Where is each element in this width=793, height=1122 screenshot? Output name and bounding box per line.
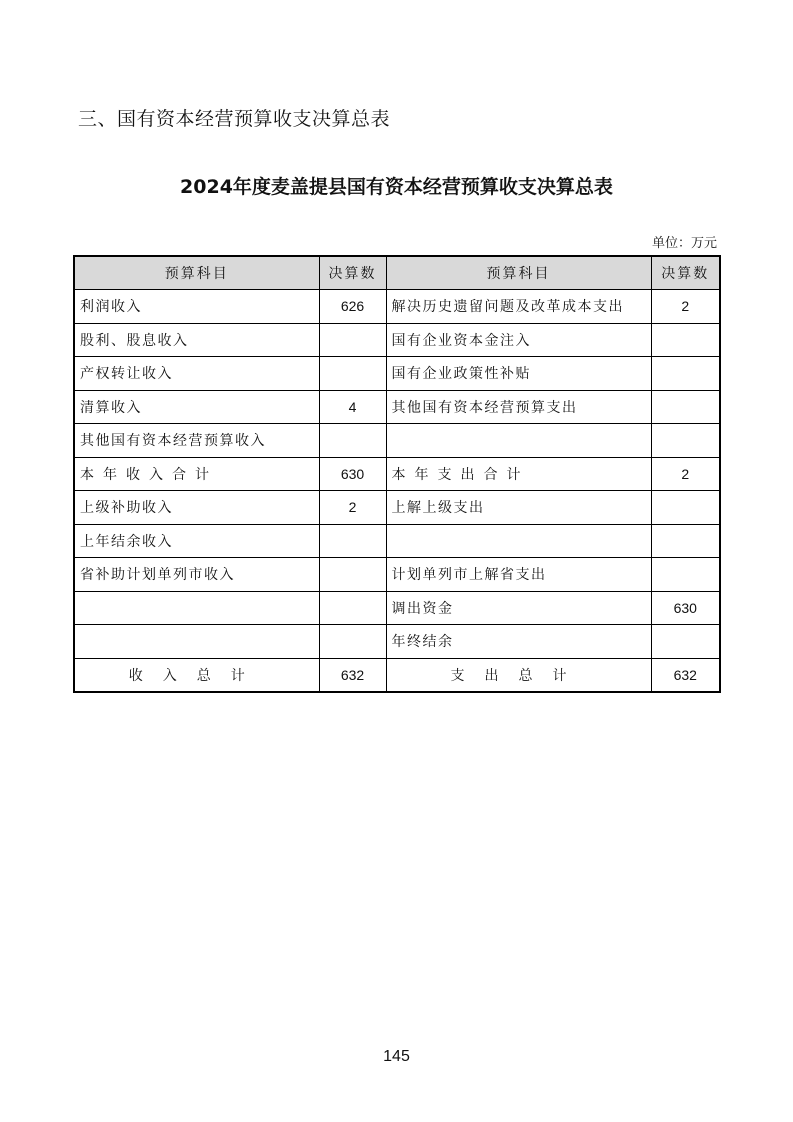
expense-item: 计划单列市上解省支出 xyxy=(386,558,651,592)
table-row-subtotal xyxy=(74,457,720,491)
income-amount xyxy=(319,591,386,625)
income-amount: 626 xyxy=(319,290,386,324)
expense-total-label: 支出总计 xyxy=(386,658,651,692)
income-item: 产权转让收入 xyxy=(74,357,319,391)
expense-amount: 2 xyxy=(651,290,720,324)
expense-item: 调出资金 xyxy=(386,591,651,625)
income-item: 省补助计划单列市收入 xyxy=(74,558,319,592)
unit-label: 单位：万元 xyxy=(651,236,717,251)
table-row xyxy=(74,591,720,625)
income-item: 股利、股息收入 xyxy=(74,323,319,357)
header-income-item: 预算科目 xyxy=(74,256,319,290)
expense-subtotal-amount: 2 xyxy=(651,457,720,491)
income-item: 上年结余收入 xyxy=(74,524,319,558)
table-row xyxy=(74,390,720,424)
expense-amount xyxy=(651,558,720,592)
expense-item: 解决历史遗留问题及改革成本支出 xyxy=(386,290,651,324)
expense-item: 年终结余 xyxy=(386,625,651,659)
header-expense-item: 预算科目 xyxy=(386,256,651,290)
table-row-total xyxy=(74,658,720,692)
income-amount xyxy=(319,524,386,558)
expense-item: 其他国有资本经营预算支出 xyxy=(386,390,651,424)
table-row xyxy=(74,491,720,525)
income-item xyxy=(74,591,319,625)
expense-amount xyxy=(651,424,720,458)
expense-amount xyxy=(651,491,720,525)
income-amount xyxy=(319,625,386,659)
table-row xyxy=(74,558,720,592)
document-title: 2024年度麦盖提县国有资本经营预算收支决算总表 xyxy=(180,176,613,198)
header-income-amount: 决算数 xyxy=(319,256,386,290)
page-number: 145 xyxy=(383,1048,410,1065)
income-amount: 4 xyxy=(319,390,386,424)
expense-total-amount: 632 xyxy=(651,658,720,692)
income-total-label: 收入总计 xyxy=(74,658,319,692)
income-amount: 2 xyxy=(319,491,386,525)
income-amount xyxy=(319,424,386,458)
expense-amount: 630 xyxy=(651,591,720,625)
income-subtotal-label: 本年收入合计 xyxy=(74,457,319,491)
expense-amount xyxy=(651,524,720,558)
table-row xyxy=(74,625,720,659)
table-row xyxy=(74,290,720,324)
expense-item: 国有企业政策性补贴 xyxy=(386,357,651,391)
section-heading: 三、国有资本经营预算收支决算总表 xyxy=(78,108,391,130)
expense-amount xyxy=(651,323,720,357)
table-header-row xyxy=(74,256,720,290)
expense-item xyxy=(386,424,651,458)
table-row xyxy=(74,424,720,458)
income-item xyxy=(74,625,319,659)
income-amount xyxy=(319,357,386,391)
income-item: 上级补助收入 xyxy=(74,491,319,525)
expense-item xyxy=(386,524,651,558)
table-row xyxy=(74,524,720,558)
table-row xyxy=(74,357,720,391)
income-item: 清算收入 xyxy=(74,390,319,424)
income-item: 其他国有资本经营预算收入 xyxy=(74,424,319,458)
expense-item: 上解上级支出 xyxy=(386,491,651,525)
header-expense-amount: 决算数 xyxy=(651,256,720,290)
budget-summary-table xyxy=(73,255,721,693)
income-total-amount: 632 xyxy=(319,658,386,692)
expense-item: 国有企业资本金注入 xyxy=(386,323,651,357)
expense-amount xyxy=(651,625,720,659)
income-item: 利润收入 xyxy=(74,290,319,324)
income-amount xyxy=(319,558,386,592)
expense-amount xyxy=(651,357,720,391)
expense-amount xyxy=(651,390,720,424)
expense-subtotal-label: 本年支出合计 xyxy=(386,457,651,491)
income-subtotal-amount: 630 xyxy=(319,457,386,491)
table-row xyxy=(74,323,720,357)
income-amount xyxy=(319,323,386,357)
